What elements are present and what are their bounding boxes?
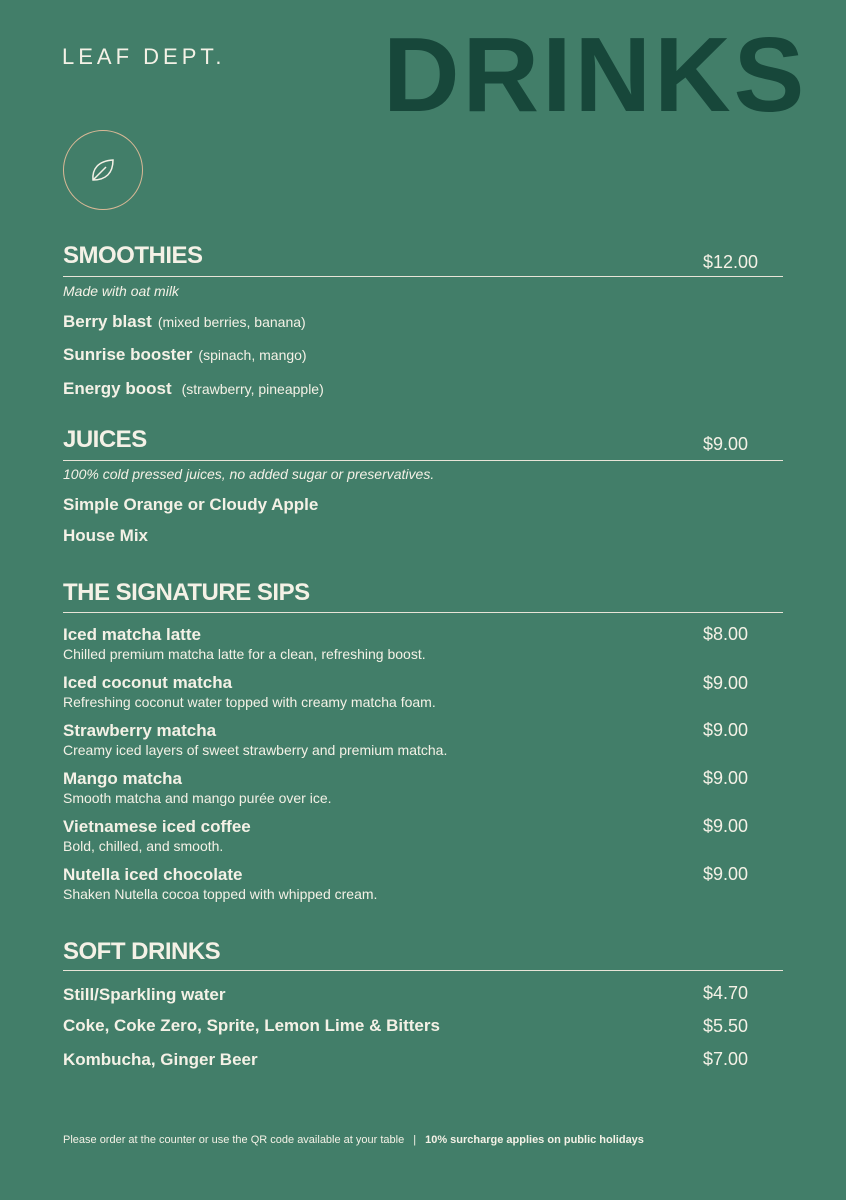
item-desc: Refreshing coconut water topped with creamy matcha foam. [63,694,436,710]
item-name: Kombucha, Ginger Beer [63,1050,258,1069]
menu-item [63,721,447,758]
footer-surcharge-note: 10% surcharge applies on public holidays [425,1134,644,1146]
item-desc: Bold, chilled, and smooth. [63,838,224,854]
section-title-juices: JUICES [63,426,147,453]
item-desc: (strawberry, pineapple) [181,381,324,397]
smoothies-price: $12.00 [703,252,759,272]
item-price: $9.00 [703,673,749,693]
item-price: $9.00 [703,864,749,884]
menu-item [63,495,318,515]
item-name: Energy boost [63,379,172,398]
section-title-soft-drinks: SOFT DRINKS [63,938,221,965]
item-price: $9.00 [703,816,749,836]
item-name: Mango matcha [63,769,183,788]
item-price: $5.50 [703,1016,749,1036]
divider [63,460,783,461]
item-desc: (spinach, mango) [198,347,307,363]
item-name: House Mix [63,526,149,545]
menu-item [63,769,332,806]
menu-item [63,1016,440,1036]
item-price: $7.00 [703,1049,749,1069]
divider [63,970,783,971]
menu-item [63,673,436,710]
item-name: Sunrise booster [63,345,193,364]
item-name: Still/Sparkling water [63,985,226,1004]
item-desc: (mixed berries, banana) [157,314,306,330]
footer-separator: | [413,1134,417,1146]
divider [63,276,783,277]
menu-item [63,865,377,902]
item-price: $8.00 [703,624,749,644]
juices-note: 100% cold pressed juices, no added sugar or preservatives. [63,466,435,482]
footer [63,1134,644,1146]
menu-item [63,985,226,1005]
leaf-badge [63,130,143,210]
section-title-signature: THE SIGNATURE SIPS [63,579,310,606]
menu-item [63,817,251,854]
item-price: $9.00 [703,720,749,740]
menu-item [63,625,426,662]
section-title-smoothies: SMOOTHIES [63,242,203,269]
item-price: $9.00 [703,768,749,788]
item-name: Nutella iced chocolate [63,865,243,884]
item-name: Berry blast [63,312,152,331]
item-name: Simple Orange or Cloudy Apple [63,495,319,514]
item-desc: Smooth matcha and mango purée over ice. [63,790,332,806]
menu-item [63,345,307,365]
item-desc: Chilled premium matcha latte for a clean, refreshing boost. [63,646,426,662]
divider [63,612,783,613]
brand-logo: LEAF DEPT. [62,44,226,69]
item-price: $4.70 [703,983,749,1003]
menu-item [63,526,148,546]
item-name: Strawberry matcha [63,721,217,740]
item-name: Vietnamese iced coffee [63,817,251,836]
juices-price: $9.00 [703,434,749,454]
leaf-icon [86,153,120,187]
menu-item [63,1050,258,1070]
page-title: DRINKS [383,16,808,134]
item-desc: Creamy iced layers of sweet strawberry and premium matcha. [63,742,448,758]
footer-order-note: Please order at the counter or use the QR code available at your table [63,1134,405,1146]
menu-item [63,379,324,399]
smoothies-note: Made with oat milk [63,283,179,299]
item-name: Iced matcha latte [63,625,201,644]
item-name: Iced coconut matcha [63,673,233,692]
item-desc: Shaken Nutella cocoa topped with whipped cream. [63,886,378,902]
menu-item [63,312,306,332]
item-name: Coke, Coke Zero, Sprite, Lemon Lime & Bitters [63,1016,440,1035]
